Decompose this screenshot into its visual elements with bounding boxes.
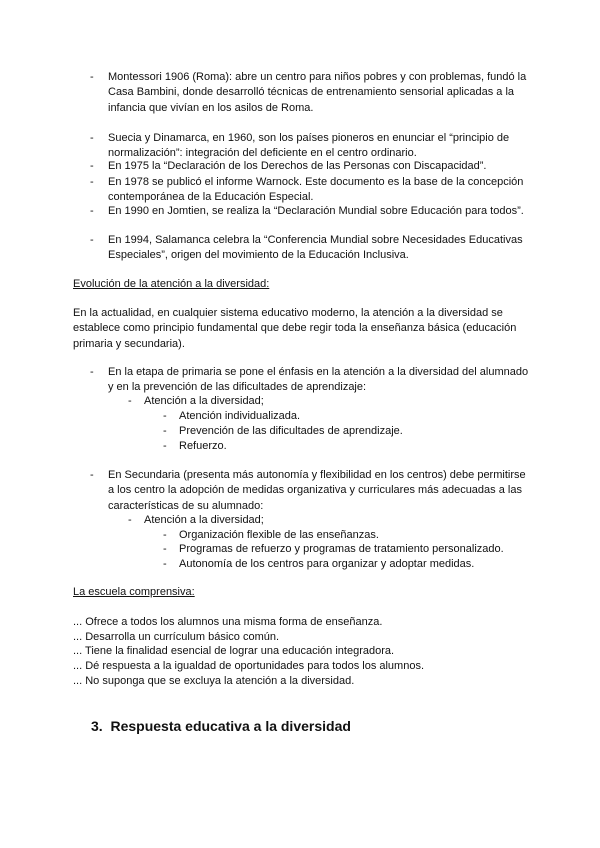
list-item-primaria [90, 365, 530, 396]
list-bullet: - [90, 132, 94, 144]
list-bullet: - [90, 469, 94, 481]
list-item-text: En 1975 la “Declaración de los Derechos de las Personas con Discapacidad”. [108, 160, 487, 172]
list-bullet: - [163, 425, 167, 437]
list-bullet: - [163, 410, 167, 422]
section-3-heading [91, 717, 351, 735]
list-item: ... No suponga que se excluya la atención a la diversidad. [73, 675, 355, 687]
list-bullet: - [163, 543, 167, 555]
sublist-item: - Organización flexible de las enseñanzas. [163, 528, 583, 543]
list-item-secundaria [90, 468, 530, 514]
section-heading-evolucion: Evolución de la atención a la diversidad: [73, 278, 270, 290]
list-bullet: - [90, 234, 94, 246]
list-bullet: - [90, 176, 94, 188]
list-bullet: - [163, 440, 167, 452]
section-number: 3. [91, 718, 103, 734]
list-item-text: En Secundaria (presenta más autonomía y flexibilidad en los centros) debe permitirse a los centro la adopción de medidas organizativa y curriculares más adecuadas a las características de su alumnado: [108, 469, 526, 512]
list-bullet: - [90, 71, 94, 83]
list-bullet: - [90, 205, 94, 217]
list-item-text: En 1990 en Jomtien, se realiza la “Declaración Mundial sobre Educación para todos”. [108, 205, 524, 217]
list-bullet: - [163, 529, 167, 541]
list-bullet: - [128, 514, 132, 526]
list-bullet: - [90, 366, 94, 378]
paragraph-actualidad: En la actualidad, en cualquier sistema educativo moderno, la atención a la diversidad se establece como principio fundamental que debe regir toda la enseñanza básica (educación primaria y secundaria). [73, 307, 517, 350]
sublist-item: - Programas de refuerzo y programas de tratamiento personalizado. [163, 542, 583, 557]
list-item [90, 159, 530, 174]
sublist-item: - Refuerzo. [163, 439, 583, 454]
list-item-text: En 1994, Salamanca celebra la “Conferencia Mundial sobre Necesidades Educativas Especiales”, origen del movimiento de la Educación Inclusiva. [108, 234, 523, 262]
sublist-label: - Atención a la diversidad; [128, 394, 548, 409]
list-bullet: - [90, 160, 94, 172]
section-heading-escuela: La escuela comprensiva: [73, 586, 195, 598]
list-item-text: Suecia y Dinamarca, en 1960, son los países pioneros en enunciar el “principio de normalización”: integración del deficiente en el centro ordinario. [108, 132, 510, 160]
list-item [90, 175, 530, 206]
list-item [90, 204, 530, 219]
list-item [90, 131, 530, 162]
list-item-text: En la etapa de primaria se pone el énfasis en la atención a la diversidad del alumnado y en la prevención de las dificultades de aprendizaje: [108, 366, 529, 394]
list-item: ... Dé respuesta a la igualdad de oportunidades para todos los alumnos. [73, 660, 425, 672]
list-item-text: En 1978 se publicó el informe Warnock. Este documento es la base de la concepción contemporánea de la Educación Especial. [108, 176, 524, 204]
sublist-item: - Autonomía de los centros para organizar y adoptar medidas. [163, 557, 583, 572]
list-item: ... Desarrolla un currículum básico común. [73, 631, 280, 643]
sublist-item: - Atención individualizada. [163, 409, 583, 424]
list-item: ... Ofrece a todos los alumnos una misma forma de enseñanza. [73, 616, 383, 628]
list-item [90, 233, 530, 264]
section-title: Respuesta educativa a la diversidad [110, 718, 351, 734]
sublist-label: - Atención a la diversidad; [128, 513, 548, 528]
list-bullet: - [163, 558, 167, 570]
list-bullet: - [128, 395, 132, 407]
sublist-item: - Prevención de las dificultades de aprendizaje. [163, 424, 583, 439]
list-item: ... Tiene la finalidad esencial de lograr una educación integradora. [73, 645, 395, 657]
list-item-text: Montessori 1906 (Roma): abre un centro para niños pobres y con problemas, fundó la Casa Bambini, donde desarrolló técnicas de entrenamiento sensorial aplicadas a la infancia que vivían en los asilos de Roma. [108, 71, 527, 114]
list-item [90, 70, 530, 116]
